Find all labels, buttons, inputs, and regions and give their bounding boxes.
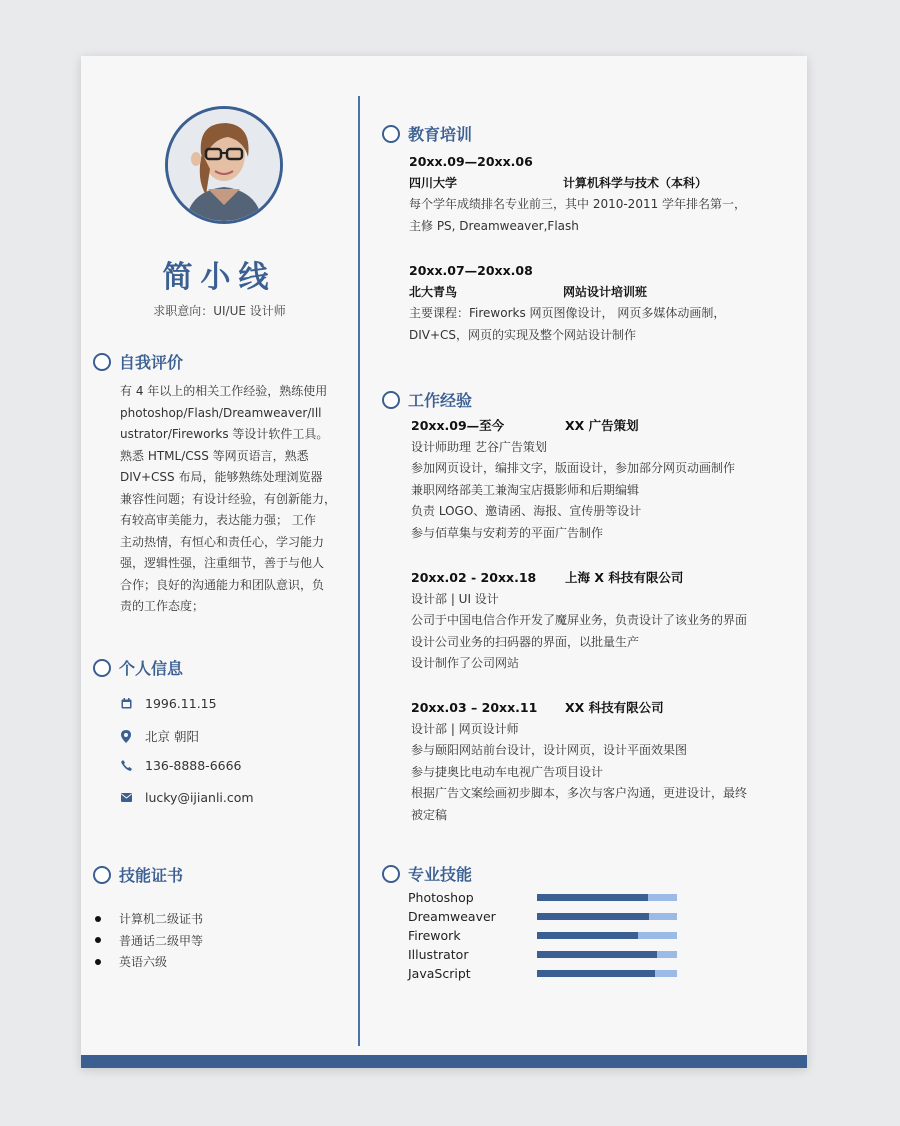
phone-icon (119, 759, 133, 773)
education-entry: 20xx.09—20xx.06 四川大学 计算机科学与技术（本科） 每个学年成绩排名专业前三，其中 2010-2011 学年排名第一， 主修 PS, Dreamweaver,Flash (409, 151, 746, 237)
skill-row: Dreamweaver (408, 907, 677, 926)
skill-bar (537, 951, 677, 958)
skill-row: Photoshop (408, 888, 677, 907)
section-skills-title: 专业技能 (382, 862, 472, 885)
period: 20xx.09—20xx.06 (409, 154, 533, 169)
education-entry: 20xx.07—20xx.08 北大青鸟 网站设计培训班 主要课程：Fireworks 网页图像设计， 网页多媒体动画制， DIV+CS，网页的实现及整个网站设计制作 (409, 260, 725, 346)
candidate-name: 简小线 (162, 260, 277, 295)
calendar-icon (119, 697, 133, 711)
avatar (165, 106, 283, 224)
skill-bar (537, 913, 677, 920)
skill-bar-fill (537, 894, 648, 901)
skill-row: JavaScript (408, 964, 677, 983)
circle-bullet-icon (382, 865, 400, 883)
company: 上海 X 科技有限公司 (565, 570, 684, 585)
skill-bar-fill (537, 970, 655, 977)
bullet-icon (95, 937, 101, 943)
self-eval-text: 有 4 年以上的相关工作经验，熟练使用 photoshop/Flash/Dreamweaver/Ill ustrator/Fireworks 等设计软件工具。 熟悉 HTML/CSS 等网页语言，熟悉 DIV+CSS 布局，能够熟练处理浏览器 兼容性问题；有设计经验，有创新能力， 有较高审美能力，表达能力强； 工作 主动热情，有恒心和责任心，学习能力 强，逻辑性强，注重细节，善于与他人 合作；良好的沟通能力和团队意识，负 责的工作态度； (120, 384, 337, 613)
skills-list (408, 888, 677, 983)
period: 20xx.07—20xx.08 (409, 263, 533, 278)
section-education-title: 教育培训 (382, 122, 472, 145)
skill-bar-fill (537, 951, 657, 958)
section-personal-title: 个人信息 (93, 656, 183, 679)
section-self-eval-title: 自我评价 (93, 350, 183, 373)
skill-bar (537, 932, 677, 939)
info-phone: 136-8888-6666 (119, 758, 242, 773)
column-divider (358, 96, 360, 1046)
list-item: 计算机二级证书 (95, 908, 203, 930)
info-email: lucky@ijianli.com (119, 790, 254, 805)
bullet-icon (95, 959, 101, 965)
major: 网站设计培训班 (563, 284, 648, 299)
work-entry: 20xx.02 - 20xx.18 上海 X 科技有限公司 设计部 | UI 设计 公司于中国电信合作开发了魔屏业务，负责设计了该业务的界面 设计公司业务的扫码器的界面，以批量生产 设计制作了公司网站 (411, 567, 747, 675)
period: 20xx.09—至今 (411, 418, 505, 433)
circle-bullet-icon (382, 391, 400, 409)
section-certs-title: 技能证书 (93, 863, 183, 886)
list-item: 英语六级 (95, 951, 203, 973)
bullet-icon (95, 916, 101, 922)
skill-row: Illustrator (408, 945, 677, 964)
school: 北大青鸟 (409, 284, 458, 299)
location-icon (119, 729, 133, 743)
company: XX 广告策划 (565, 418, 639, 433)
info-location: 北京 朝阳 (119, 727, 199, 745)
skill-bar-fill (537, 932, 638, 939)
info-birthday: 1996.11.15 (119, 696, 217, 711)
work-entry: 20xx.09—至今 XX 广告策划 设计师助理 艺谷广告策划 参加网页设计，编排文字，版面设计，参加部分网页动画制作 兼职网络部美工兼淘宝店摄影师和后期编辑 负责 LOGO、邀请函、海报、宣传册等设计 参与佰草集与安莉芳的平面广告制作 (411, 415, 735, 544)
skill-bar (537, 894, 677, 901)
circle-bullet-icon (382, 125, 400, 143)
circle-bullet-icon (93, 659, 111, 677)
company: XX 科技有限公司 (565, 700, 664, 715)
major: 计算机科学与技术（本科） (563, 175, 708, 190)
work-entry: 20xx.03 – 20xx.11 XX 科技有限公司 设计部 | 网页设计师 参与颐阳网站前台设计，设计网页，设计平面效果图 参与捷奥比电动车电视广告项目设计 根据广告文案绘画初步脚本，多次与客户沟通，更进设计，最终 被定稿 (411, 697, 747, 826)
skill-row: Firework (408, 926, 677, 945)
period: 20xx.03 – 20xx.11 (411, 700, 538, 715)
resume-page (81, 56, 807, 1068)
section-work-title: 工作经验 (382, 388, 472, 411)
school: 四川大学 (409, 175, 458, 190)
cert-list (95, 908, 203, 973)
bottom-accent-bar (81, 1055, 807, 1068)
skill-bar-fill (537, 913, 649, 920)
period: 20xx.02 - 20xx.18 (411, 570, 537, 585)
job-intention: 求职意向：UI/UE 设计师 (153, 304, 286, 318)
list-item: 普通话二级甲等 (95, 930, 203, 952)
mail-icon (119, 791, 133, 805)
circle-bullet-icon (93, 353, 111, 371)
circle-bullet-icon (93, 866, 111, 884)
skill-bar (537, 970, 677, 977)
